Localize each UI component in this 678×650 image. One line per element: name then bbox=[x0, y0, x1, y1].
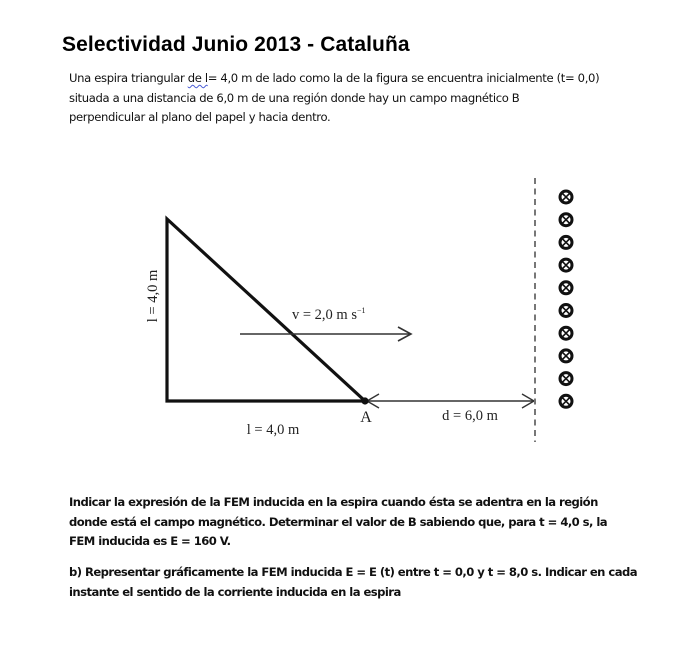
question-b-line-1: b) Representar gráficamente la FEM inducida E = E (t) entre t = 0,0 y t = 8,0 s. Indicar en cada bbox=[69, 565, 637, 579]
distance-label: d = 6,0 m bbox=[442, 408, 498, 424]
statement-line-2: situada a una distancia de 6,0 m de una región donde hay un campo magnético B bbox=[69, 90, 520, 105]
field-into-page-icon bbox=[560, 282, 572, 294]
statement-line-3: perpendicular al plano del papel y hacia dentro. bbox=[69, 110, 331, 124]
velocity-label: v = 2,0 m $s^{-1}$ bbox=[292, 306, 366, 323]
question-a bbox=[69, 493, 607, 552]
field-into-page-icon bbox=[560, 191, 572, 203]
question-a-line-2: donde está el campo magnético. Determinar el valor de B sabiendo que, para t = 4,0 s, la bbox=[69, 514, 608, 529]
point-a-marker bbox=[361, 397, 368, 404]
page-title: Selectividad Junio 2013 - Cataluña bbox=[62, 33, 410, 56]
field-into-page-icon bbox=[560, 214, 572, 226]
statement-text: Una espira triangular bbox=[69, 71, 188, 85]
velocity-arrow bbox=[240, 327, 411, 341]
field-into-page-icon bbox=[560, 236, 572, 248]
field-into-page-icon bbox=[560, 305, 572, 317]
question-a-line-3: FEM inducida es E = 160 V. bbox=[69, 534, 231, 548]
spellcheck-flagged-text[interactable]: de l bbox=[187, 71, 208, 85]
horizontal-side-label: l = 4,0 m bbox=[246, 422, 300, 438]
field-into-page-icon bbox=[560, 395, 572, 407]
statement-text: = 4,0 m de lado como la de la figura se encuentra inicialmente (t= 0,0) bbox=[207, 71, 600, 85]
field-into-page-icon bbox=[560, 259, 572, 271]
magnetic-field-symbols bbox=[560, 191, 572, 407]
field-into-page-icon bbox=[560, 350, 572, 362]
question-b bbox=[69, 563, 637, 602]
vertical-side-label: l = 4,0 m bbox=[145, 269, 161, 323]
distance-arrow bbox=[365, 394, 535, 408]
field-into-page-icon bbox=[560, 327, 572, 339]
point-a-label: A bbox=[360, 409, 372, 426]
question-b-line-2: instante el sentido de la corriente inducida en la espira bbox=[69, 584, 401, 599]
field-into-page-icon bbox=[560, 373, 572, 385]
question-a-line-1: Indicar la expresión de la FEM inducida en la espira cuando ésta se adentra en la región bbox=[69, 495, 598, 509]
